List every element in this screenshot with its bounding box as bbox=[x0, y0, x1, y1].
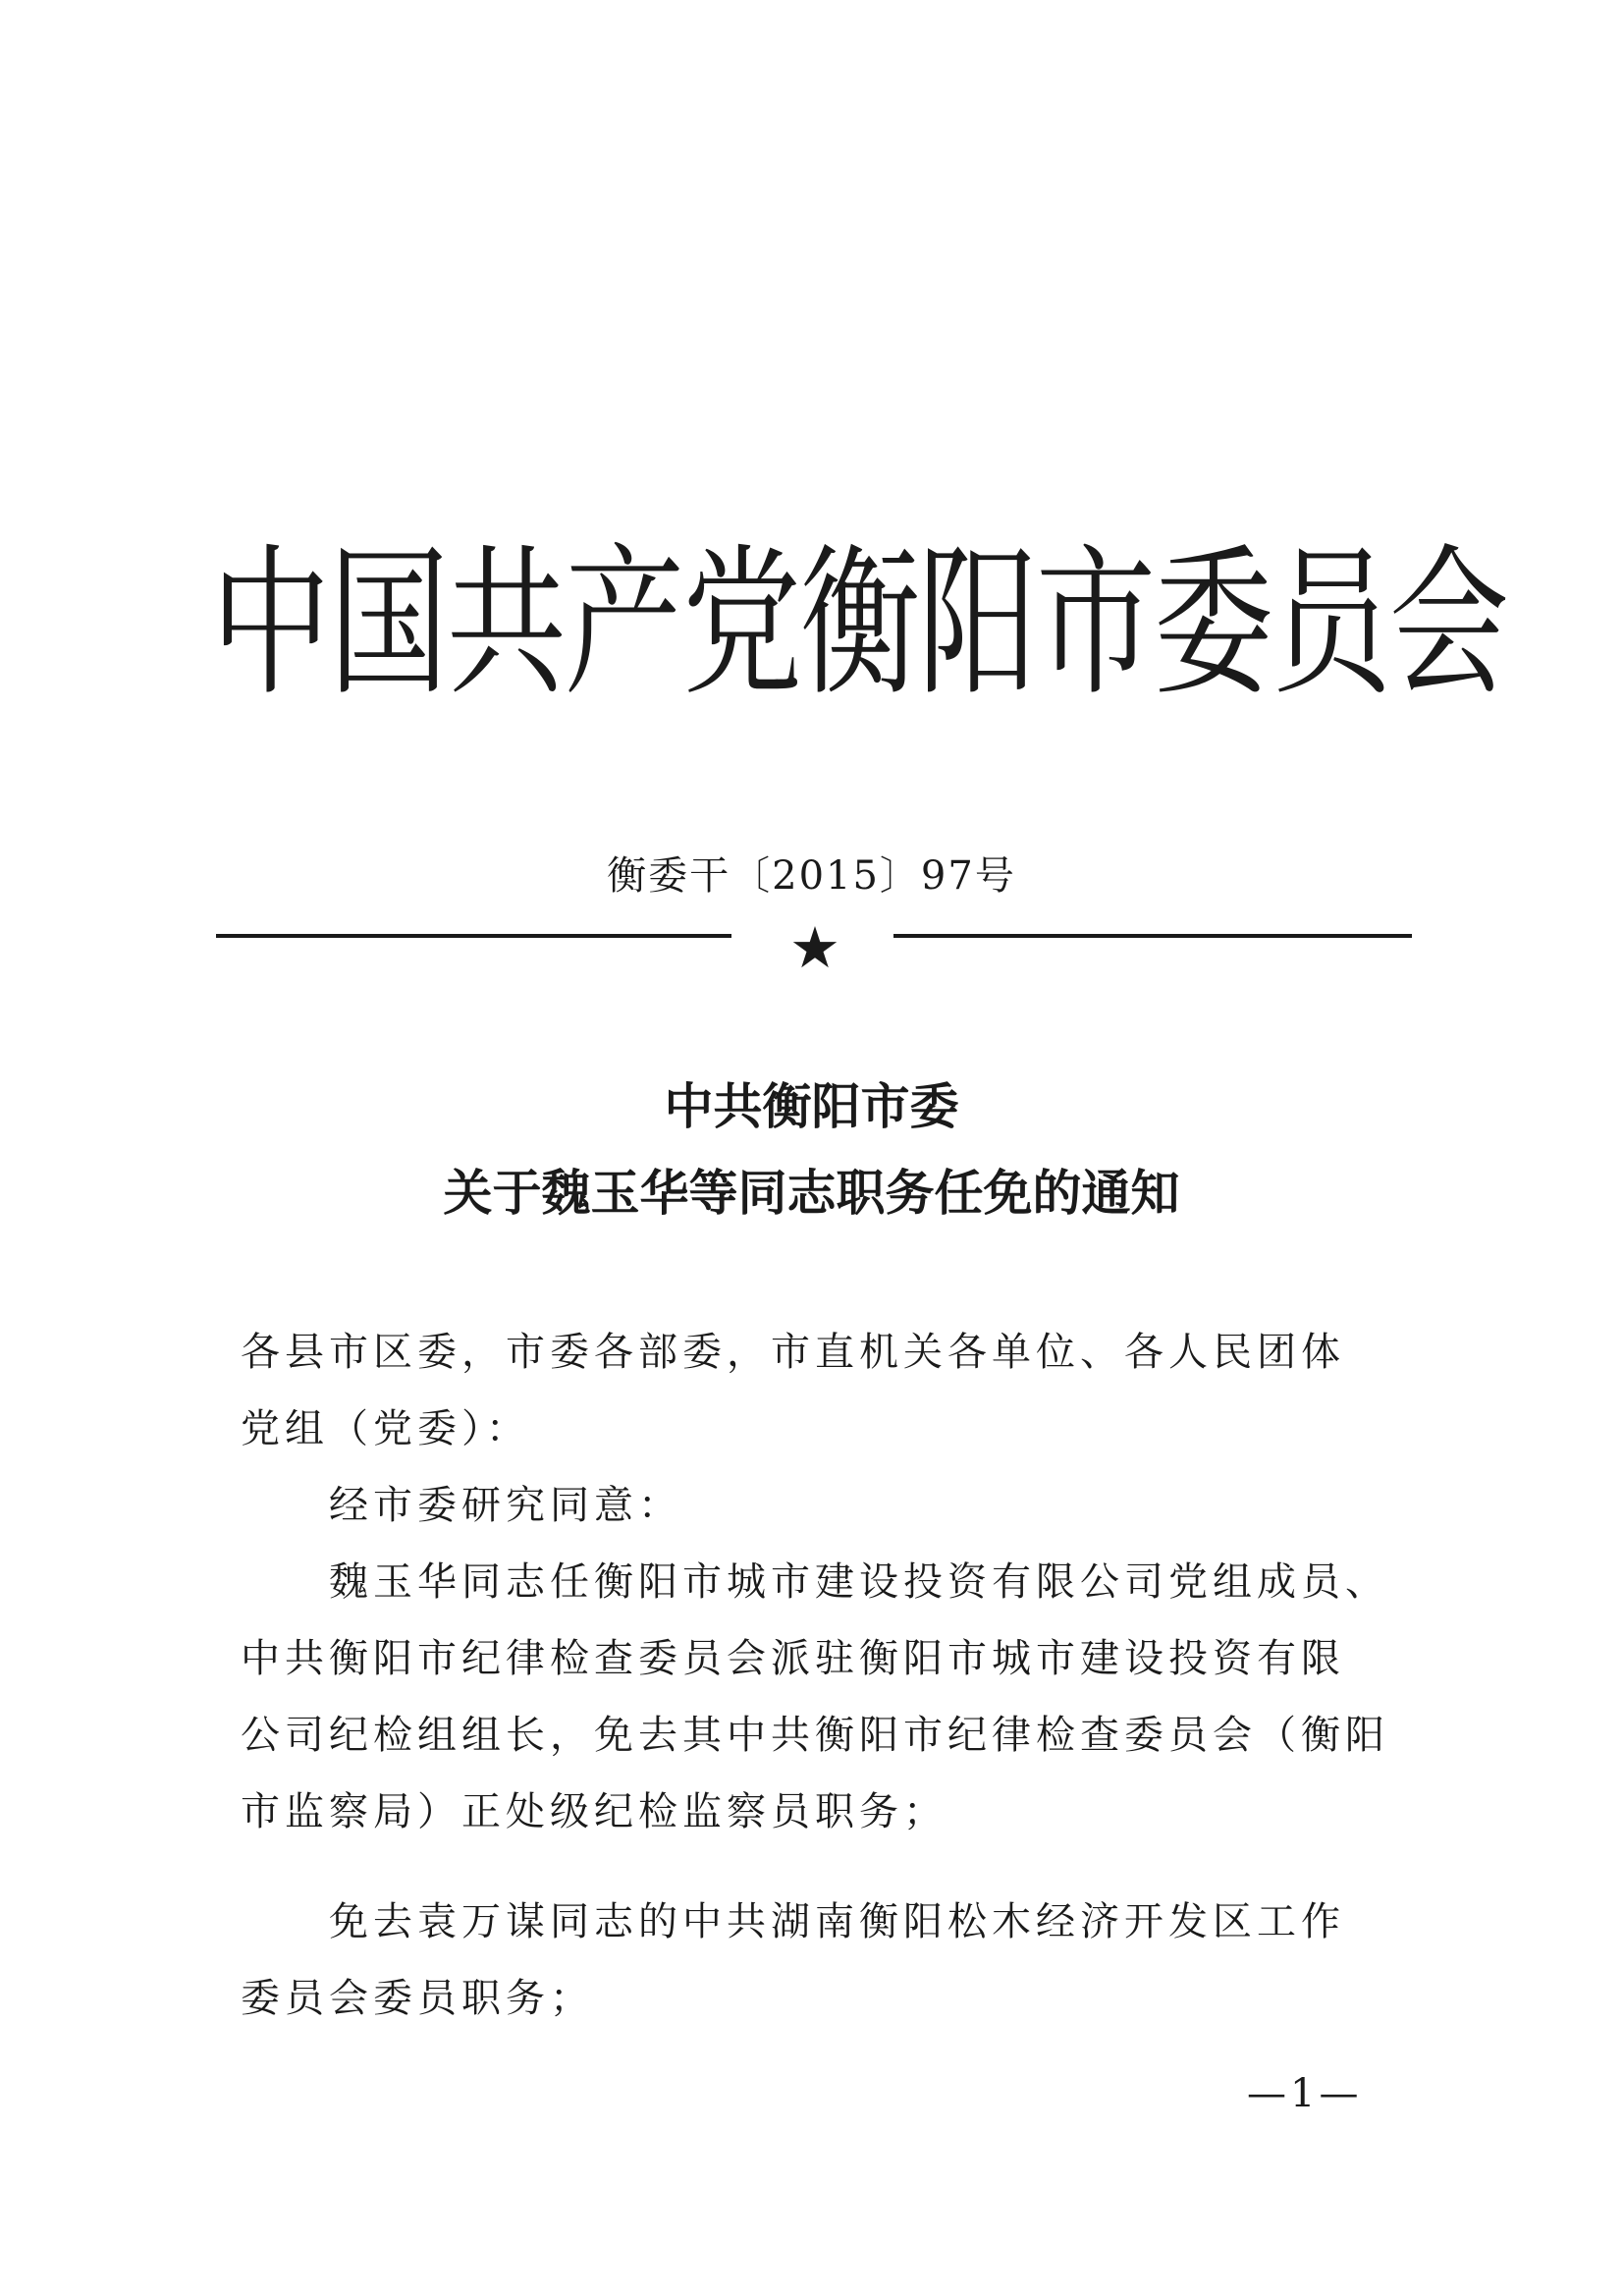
notice-title-line2: 关于魏玉华等同志职务任免的通知 bbox=[443, 1165, 1180, 1222]
body-line: 魏玉华同志任衡阳市城市建设投资有限公司党组成员、 bbox=[241, 1559, 1389, 1605]
star-icon: ★ bbox=[789, 914, 840, 981]
page-number: —1— bbox=[1247, 2071, 1363, 2116]
body-line: 免去袁万谋同志的中共湖南衡阳松木经济开发区工作 bbox=[241, 1899, 1345, 1944]
masthead-title: 中国共产党衡阳市委员会 bbox=[211, 529, 1507, 718]
body-line: 中共衡阳市纪律检查委员会派驻衡阳市城市建设投资有限 bbox=[241, 1636, 1345, 1681]
body-line: 各县市区委，市委各部委，市直机关各单位、各人民团体 bbox=[241, 1330, 1345, 1375]
body-line: 党组（党委）： bbox=[241, 1406, 530, 1451]
body-line: 市监察局）正处级纪检监察员职务； bbox=[241, 1789, 947, 1834]
body-line: 委员会委员职务； bbox=[241, 1976, 594, 2021]
body-line: 公司纪检组组长，免去其中共衡阳市纪律检查委员会（衡阳 bbox=[241, 1713, 1389, 1758]
body-line: 经市委研究同意： bbox=[241, 1483, 682, 1528]
separator-rule-right bbox=[893, 934, 1412, 938]
notice-title-line1: 中共衡阳市委 bbox=[664, 1078, 959, 1135]
separator-rule-left bbox=[216, 934, 731, 938]
document-number: 衡委干〔2015〕97号 bbox=[607, 853, 1016, 899]
